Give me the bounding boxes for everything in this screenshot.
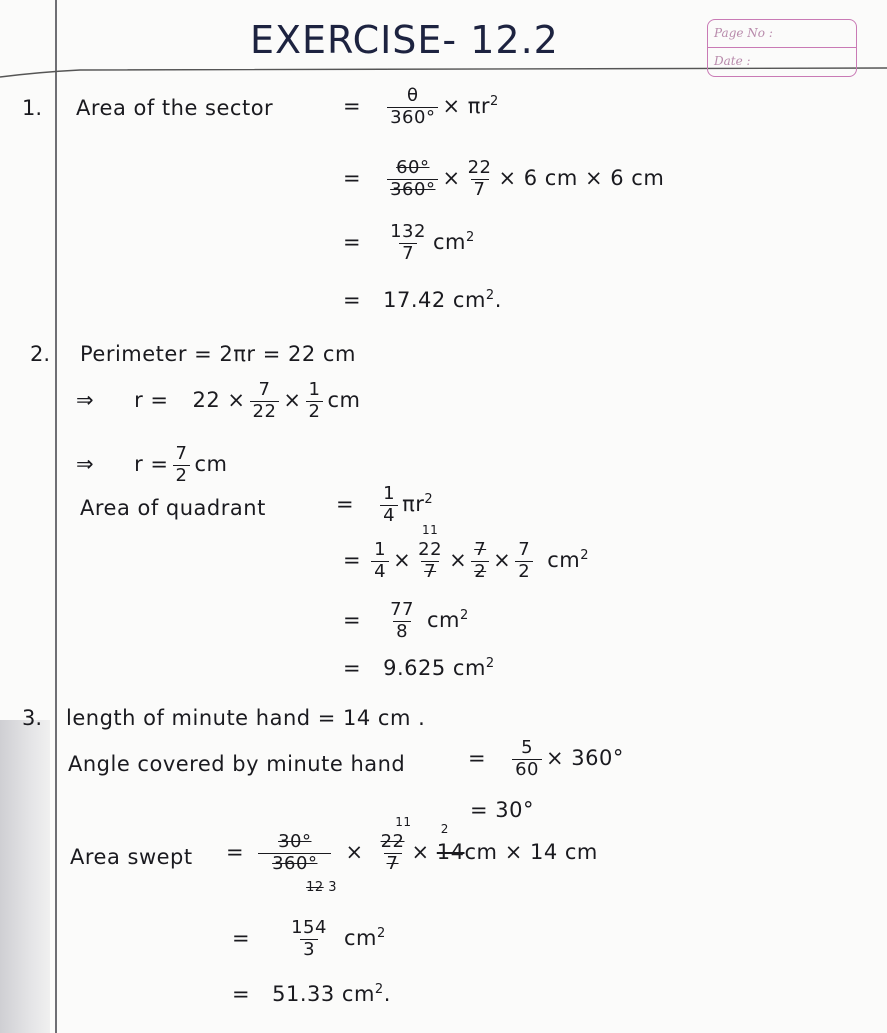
q1-line-2: = $\frac{60^\circ}{360^\circ}$ × $\frac{22}{7}$ × 6 cm × 6 cm	[343, 157, 665, 200]
q3-result: = 51.33 $cm^2$.	[232, 982, 391, 1006]
question-number-2: 2.	[30, 342, 51, 366]
page-title: EXERCISE- 12.2	[250, 18, 559, 62]
q2-line-5: = $\frac{1}{4}$ × 11 22 7 × $\frac{7}{2}$ × $\frac{7}{2}$ $cm^2$	[343, 523, 589, 582]
fraction: $\frac{132}{7}$	[390, 221, 426, 264]
q1-line-3: = $\frac{132}{7}$ $cm^2$	[343, 221, 475, 264]
q3-line-4: = 30° 360° 12 3 × 11 22 7 × 2 14cm × 14 cm	[226, 815, 598, 896]
q3-line-2: = $\frac{5}{60}$ × 360°	[468, 737, 624, 780]
q3-area-swept-label: Area swept	[70, 845, 193, 869]
q2-line-6: = $\frac{77}{8}$ $cm^2$	[343, 599, 469, 642]
q2-quadrant-label: Area of quadrant	[80, 496, 266, 520]
q3-minute-hand-length: length of minute hand = 14 cm .	[66, 706, 426, 730]
q2-line-4: = $\frac{1}{4}$ $\pi r^2$	[336, 483, 434, 526]
fraction: $\frac{22}{7}$	[467, 157, 492, 200]
scan-shadow	[0, 720, 50, 1033]
q1-area-label: Area of the sector	[76, 96, 274, 120]
q1-result: = 17.42 $cm^2$.	[343, 288, 502, 312]
question-number-1: 1.	[22, 96, 43, 120]
q3-angle-result: = 30°	[470, 798, 534, 822]
date-label: Date :	[708, 47, 856, 75]
question-number-3: 3.	[22, 706, 43, 730]
q2-line-2: ⇒ r = 22 × $\frac{7}{22}$ × $\frac{1}{2}$ cm	[76, 379, 361, 422]
q2-perimeter: Perimeter = 2πr = 22 cm	[80, 342, 356, 366]
q2-result: = 9.625 $cm^2$	[343, 656, 495, 680]
page-info-box	[707, 19, 857, 77]
fraction: $\frac{\theta}{360^\circ}$	[387, 86, 438, 128]
q3-line-5: = $\frac{154}{3}$ $cm^2$	[232, 917, 386, 960]
q1-line-1: = $\frac{\theta}{360^\circ}$ × $\pi r^2$	[343, 85, 499, 128]
page-no-label: Page No :	[714, 26, 773, 40]
q3-angle-label: Angle covered by minute hand	[68, 752, 406, 776]
q2-line-3: ⇒ r = $\frac{7}{2}$ cm	[76, 443, 228, 486]
fraction: $\frac{60^\circ}{360^\circ}$	[387, 158, 438, 200]
margin-line	[55, 0, 57, 1033]
